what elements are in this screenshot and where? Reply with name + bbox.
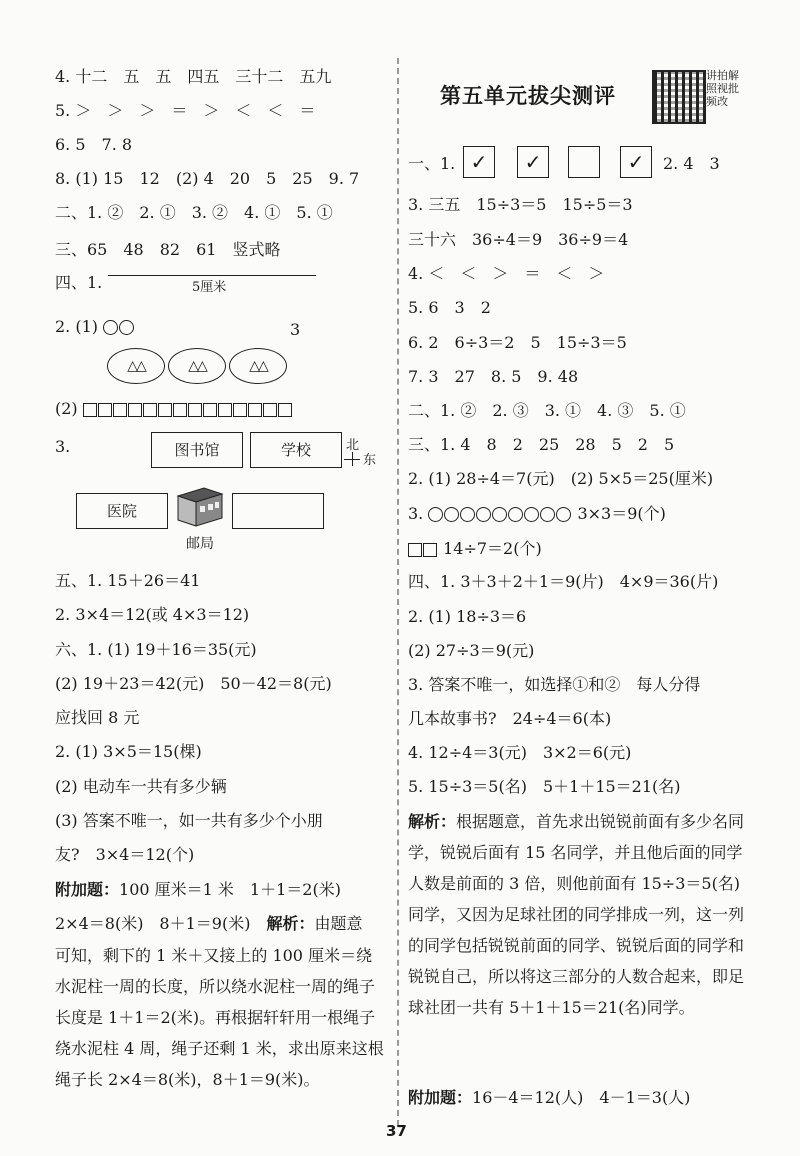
circle-icon	[508, 507, 523, 522]
answer-line: 二、1. ② 2. ③ 3. ① 4. ③ 5. ①	[408, 401, 686, 420]
answer-line: 友? 3×4＝12(个)	[55, 845, 195, 864]
answer-line: 五、1. 15＋26＝41	[55, 571, 201, 590]
map-post-office: 邮局	[186, 536, 214, 552]
square-icon	[233, 403, 247, 417]
extra-paragraph: 可知，剩下的 1 米＋又接上的 100 厘米＝绕水泥柱一周的长度，所以绕水泥柱一周的绳子长度是 1＋1＝2(米)。再根据轩轩用一根绳子绕水泥柱 4 周，绳子还剩 1 米，求出原来这根绳子长 2×4＝8(米)，8＋1＝9(米)。	[55, 946, 384, 1089]
map-empty-box	[232, 493, 324, 529]
answer-line: 5. ＞ ＞ ＞ ＝ ＞ ＜ ＜ ＝	[55, 101, 316, 120]
answer-line: (2) 27÷3＝9(元)	[408, 641, 535, 660]
circle-icon	[103, 320, 118, 335]
answer-line: (2) 电动车一共有多少辆	[55, 777, 227, 796]
analysis-label: 解析：	[266, 914, 315, 933]
qr-caption: 讲拍解照视批频改	[706, 69, 739, 108]
compass-arrow-icon	[344, 459, 360, 460]
check-box-empty	[568, 146, 600, 178]
answer-line: 六、1. (1) 19＋16＝35(元)	[55, 640, 257, 659]
extra-line	[55, 878, 341, 902]
answer-line: 2. 3×4＝12(或 4×3＝12)	[55, 605, 250, 624]
extra-label: 附加题：	[55, 880, 120, 899]
extra-text: 由题意	[314, 914, 363, 933]
check-box-checked: ✓	[517, 146, 549, 178]
answer-line: (3) 答案不唯一，如一共有多少个小朋	[55, 811, 323, 830]
measure-label: 5厘米	[192, 280, 227, 295]
answer-line: 四、1.	[55, 273, 103, 292]
answer-line: 三十六 36÷4＝9 36÷9＝4	[408, 230, 629, 249]
oval-group: △△	[107, 348, 165, 384]
answer-line: 4. 12÷4＝3(元) 3×2＝6(元)	[408, 743, 632, 762]
answer-line: 3. 答案不唯一，如选择①和② 每人分得	[408, 675, 701, 694]
qr-code-icon	[652, 70, 706, 124]
answer-line: 一、1.	[408, 154, 456, 173]
answer-prefix: 2. (1)	[55, 317, 99, 336]
page-number: 37	[386, 1122, 407, 1140]
square-icon	[113, 403, 127, 417]
map-library: 图书馆	[151, 432, 243, 468]
answer-line: 2. (1) 3×5＝15(棵)	[55, 742, 202, 761]
circle-icon	[444, 507, 459, 522]
answer-prefix: 3.	[408, 504, 424, 523]
answer-line: 三、1. 4 8 2 25 28 5 2 5	[408, 435, 675, 454]
section-title: 第五单元拔尖测评	[440, 84, 616, 108]
answer-line: 2. (1) 28÷4＝7(元) (2) 5×5＝25(厘米)	[408, 469, 714, 488]
answer-line: 4. ＜ ＜ ＞ ＝ ＜ ＞	[408, 264, 605, 283]
oval-group: △△	[168, 348, 226, 384]
extra-line	[408, 1086, 690, 1110]
answer-line: 应找回 8 元	[55, 708, 140, 727]
answer-line: 二、1. ② 2. ① 3. ② 4. ① 5. ①	[55, 203, 333, 222]
answer-line: 7. 3 27 8. 5 9. 48	[408, 367, 579, 386]
answer-line: (2) 19＋23＝42(元) 50－42＝8(元)	[55, 674, 332, 693]
answer-line	[408, 537, 542, 561]
square-icon	[263, 403, 277, 417]
answer-line: 3.	[55, 437, 71, 456]
map-hospital: 医院	[76, 493, 168, 529]
analysis-label: 解析：	[408, 812, 457, 831]
square-icon	[278, 403, 292, 417]
answer-line: 几本故事书? 24÷4＝6(本)	[408, 709, 612, 728]
square-icon	[188, 403, 202, 417]
extra-text: 2×4＝8(米) 8＋1＝9(米)	[55, 914, 267, 933]
square-icon	[248, 403, 262, 417]
square-icon	[143, 403, 157, 417]
column-divider	[397, 58, 399, 1126]
answer-line: 5. 6 3 2	[408, 298, 491, 317]
answer-line: 3. 三五 15÷3＝5 15÷5＝3	[408, 195, 633, 214]
answer-line	[55, 397, 293, 421]
circle-icon	[119, 320, 134, 335]
square-icon	[158, 403, 172, 417]
answer-prefix: (2)	[55, 399, 78, 418]
analysis-text: 根据题意，首先求出锐锐前面有多少名同学，锐锐后面有 15 名同学，并且他后面的同学人数是前面的 3 倍，则他前面有 15÷3＝5(名)同学，又因为足球社团的同学排成一列，这一列的同学包括锐锐前面的同学、锐锐后面的同学和锐锐自己，所以将这三部分的人数合起来，即足球社团一共有 5＋1＋15＝21(名)同学。	[408, 812, 745, 1017]
answer-line: 5. 15÷3＝5(名) 5＋1＋15＝21(名)	[408, 777, 681, 796]
map-school: 学校	[250, 432, 342, 468]
circle-icon	[492, 507, 507, 522]
extra-text: 16－4＝12(人) 4－1＝3(人)	[472, 1088, 691, 1107]
square-icon	[173, 403, 187, 417]
circle-icon	[428, 507, 443, 522]
answer-text: 14÷7＝2(个)	[443, 539, 542, 558]
answer-line: 6. 2 6÷3＝2 5 15÷3＝5	[408, 333, 627, 352]
post-office-icon	[174, 484, 226, 528]
answer-line	[408, 502, 666, 526]
answer-line: 6. 5 7. 8	[55, 135, 133, 154]
square-icon	[218, 403, 232, 417]
square-icon	[83, 403, 97, 417]
answer-line	[55, 315, 135, 339]
circle-icon	[476, 507, 491, 522]
circle-icon	[524, 507, 539, 522]
square-icon	[98, 403, 112, 417]
oval-group: △△	[229, 348, 287, 384]
square-icon	[408, 543, 422, 557]
answer-line: 三、65 48 82 61 竖式略	[55, 240, 281, 259]
square-icon	[423, 543, 437, 557]
answer-line: 2. 4 3	[663, 154, 720, 173]
extra-label: 附加题：	[408, 1088, 473, 1107]
circle-icon	[540, 507, 555, 522]
answer-line: 4. 十二 五 五 四五 三十二 五九	[55, 67, 332, 86]
answer-line: 8. (1) 15 12 (2) 4 20 5 25 9. 7	[55, 169, 360, 188]
analysis-paragraph	[408, 806, 746, 1023]
map-north: 北	[346, 438, 360, 453]
square-icon	[128, 403, 142, 417]
circle-icon	[556, 507, 571, 522]
check-box-checked: ✓	[463, 146, 495, 178]
circle-icon	[460, 507, 475, 522]
answer-text: 3×3＝9(个)	[577, 504, 666, 523]
answer-line: 四、1. 3＋3＋2＋1＝9(片) 4×9＝36(片)	[408, 572, 719, 591]
square-icon	[203, 403, 217, 417]
answer-line: 2. (1) 18÷3＝6	[408, 607, 527, 626]
check-box-checked: ✓	[620, 146, 652, 178]
extra-line	[55, 912, 363, 936]
map-east: 东	[363, 453, 377, 468]
answer-number: 3	[290, 320, 301, 339]
extra-text: 100 厘米＝1 米 1＋1＝2(米)	[119, 880, 341, 899]
